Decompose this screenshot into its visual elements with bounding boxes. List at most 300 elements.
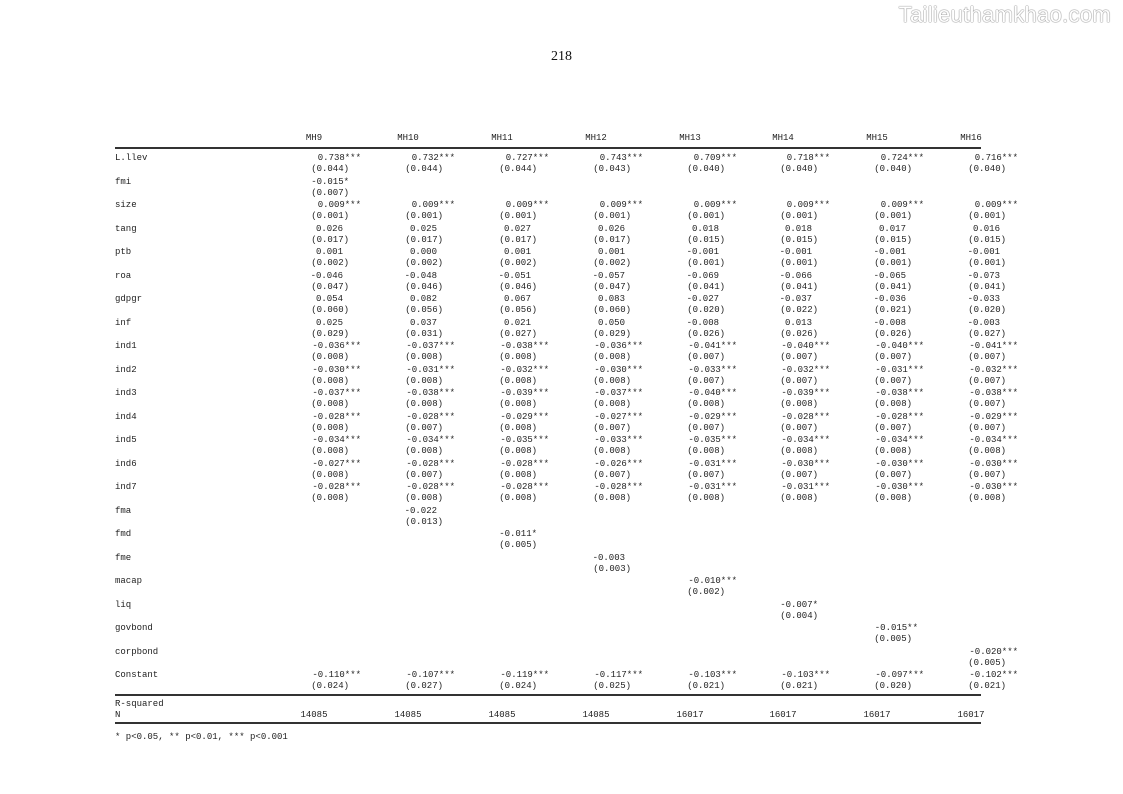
n-value: 16017 bbox=[863, 709, 891, 720]
coefficient: -0.020*** bbox=[969, 646, 1018, 657]
coefficient: -0.036 bbox=[873, 294, 906, 304]
coefficient: -0.028*** bbox=[500, 458, 549, 469]
coefficient: -0.028*** bbox=[406, 411, 455, 422]
standard-error: (0.008) bbox=[968, 493, 1006, 503]
coefficient: -0.032*** bbox=[969, 364, 1018, 375]
coefficient: 0.738*** bbox=[317, 153, 361, 163]
standard-error: (0.008) bbox=[405, 493, 443, 503]
standard-error: (0.040) bbox=[968, 164, 1006, 174]
standard-error: (0.008) bbox=[311, 352, 349, 362]
standard-error: (0.001) bbox=[968, 211, 1006, 221]
page-number: 218 bbox=[551, 49, 572, 64]
coefficient: -0.033*** bbox=[688, 364, 737, 375]
coefficient: 0.009*** bbox=[599, 200, 643, 210]
coefficient: -0.007* bbox=[780, 599, 818, 610]
standard-error: (0.007) bbox=[593, 469, 631, 480]
standard-error: (0.001) bbox=[874, 211, 912, 221]
standard-error: (0.017) bbox=[499, 234, 537, 245]
standard-error: (0.020) bbox=[874, 681, 912, 691]
coefficient: -0.034*** bbox=[781, 435, 830, 445]
row-label: ptb bbox=[115, 247, 132, 257]
standard-error: (0.008) bbox=[499, 375, 537, 386]
standard-error: (0.027) bbox=[499, 328, 537, 339]
coefficient: -0.119*** bbox=[500, 670, 549, 680]
standard-error: (0.008) bbox=[968, 446, 1006, 456]
table-row bbox=[115, 247, 1006, 271]
standard-error: (0.008) bbox=[780, 399, 818, 409]
standard-error: (0.043) bbox=[593, 164, 631, 174]
standard-error: (0.056) bbox=[405, 305, 443, 315]
coefficient: -0.001 bbox=[686, 247, 719, 257]
coefficient: -0.038*** bbox=[406, 388, 455, 398]
coefficient: -0.030*** bbox=[969, 482, 1018, 492]
coefficient: -0.039*** bbox=[500, 388, 549, 398]
coefficient: 0.718*** bbox=[786, 153, 830, 163]
coefficient: -0.011* bbox=[499, 529, 537, 539]
standard-error: (0.007) bbox=[405, 469, 443, 480]
coefficient: -0.030*** bbox=[312, 364, 361, 375]
standard-error: (0.008) bbox=[405, 399, 443, 409]
coefficient: 0.082 bbox=[409, 294, 437, 304]
row-label: inf bbox=[115, 317, 132, 328]
coefficient: -0.003 bbox=[592, 552, 625, 563]
standard-error: (0.001) bbox=[593, 211, 631, 221]
n-value: 16017 bbox=[769, 709, 797, 720]
standard-error: (0.008) bbox=[687, 493, 725, 503]
coefficient: 0.001 bbox=[315, 247, 343, 257]
standard-error: (0.007) bbox=[968, 399, 1006, 409]
coefficient: -0.057 bbox=[592, 270, 625, 281]
standard-error: (0.005) bbox=[499, 540, 537, 550]
row-label: ind6 bbox=[115, 458, 137, 469]
standard-error: (0.015) bbox=[874, 234, 912, 245]
coefficient: 0.727*** bbox=[505, 153, 549, 163]
standard-error: (0.005) bbox=[874, 634, 912, 644]
standard-error: (0.008) bbox=[874, 399, 912, 409]
coefficient: 0.009*** bbox=[505, 200, 549, 210]
row-label: Constant bbox=[115, 670, 159, 680]
coefficient: 0.732*** bbox=[411, 153, 455, 163]
coefficient: -0.097*** bbox=[875, 670, 924, 680]
n-label: N bbox=[115, 709, 121, 720]
coefficient: -0.041*** bbox=[969, 341, 1018, 351]
standard-error: (0.017) bbox=[593, 234, 631, 245]
coefficient: -0.035*** bbox=[688, 435, 737, 445]
coefficient: -0.107*** bbox=[406, 670, 455, 680]
standard-error: (0.021) bbox=[874, 305, 912, 315]
row-label: L.llev bbox=[115, 153, 148, 163]
table-row bbox=[115, 153, 1018, 177]
regression-table bbox=[115, 131, 1018, 742]
standard-error: (0.013) bbox=[405, 516, 443, 527]
coefficient: -0.051 bbox=[498, 270, 531, 281]
standard-error: (0.044) bbox=[311, 164, 349, 174]
standard-error: (0.025) bbox=[593, 681, 631, 691]
standard-error: (0.007) bbox=[968, 422, 1006, 433]
standard-error: (0.060) bbox=[311, 305, 349, 315]
standard-error: (0.007) bbox=[687, 375, 725, 386]
table-row bbox=[115, 646, 1018, 671]
footer-rule bbox=[115, 722, 981, 724]
column-header: MH15 bbox=[866, 133, 888, 143]
standard-error: (0.047) bbox=[593, 281, 631, 292]
coefficient: 0.009*** bbox=[786, 200, 830, 210]
standard-error: (0.008) bbox=[311, 446, 349, 456]
coefficient: 0.009*** bbox=[317, 200, 361, 210]
coefficient: 0.016 bbox=[972, 223, 1000, 234]
coefficient: -0.037 bbox=[779, 294, 812, 304]
coefficient: 0.067 bbox=[503, 294, 531, 304]
standard-error: (0.041) bbox=[687, 281, 725, 292]
table-header-row bbox=[115, 131, 981, 147]
table-row bbox=[115, 317, 1006, 342]
coefficient: -0.046 bbox=[310, 270, 343, 281]
standard-error: (0.040) bbox=[687, 164, 725, 174]
coefficient: 0.017 bbox=[878, 223, 906, 234]
coefficient: -0.015** bbox=[874, 623, 918, 633]
coefficient: 0.001 bbox=[503, 247, 531, 257]
coefficient: -0.003 bbox=[967, 317, 1000, 328]
coefficient: -0.110*** bbox=[312, 670, 361, 680]
coefficient: -0.069 bbox=[686, 270, 719, 281]
standard-error: (0.026) bbox=[687, 328, 725, 339]
standard-error: (0.007) bbox=[687, 352, 725, 362]
standard-error: (0.001) bbox=[311, 211, 349, 221]
row-label: corpbond bbox=[115, 646, 159, 657]
watermark-logo: Tailieuthamkhao.com bbox=[898, 2, 1111, 27]
standard-error: (0.021) bbox=[687, 681, 725, 691]
row-label: ind4 bbox=[115, 411, 137, 422]
standard-error: (0.001) bbox=[405, 211, 443, 221]
table-row bbox=[115, 576, 981, 600]
coefficient: -0.031*** bbox=[688, 458, 737, 469]
coefficient: -0.029*** bbox=[500, 411, 549, 422]
standard-error: (0.007) bbox=[968, 352, 1006, 362]
coefficient: 0.026 bbox=[597, 223, 625, 234]
coefficient: 0.018 bbox=[691, 223, 719, 234]
row-label: ind7 bbox=[115, 482, 137, 492]
n-value: 14085 bbox=[300, 709, 328, 720]
coefficient: 0.709*** bbox=[693, 153, 737, 163]
standard-error: (0.007) bbox=[687, 469, 725, 480]
table-footer bbox=[115, 696, 985, 722]
coefficient: -0.030*** bbox=[875, 482, 924, 492]
standard-error: (0.026) bbox=[874, 328, 912, 339]
coefficient: -0.031*** bbox=[781, 482, 830, 492]
standard-error: (0.008) bbox=[780, 446, 818, 456]
standard-error: (0.002) bbox=[687, 587, 725, 597]
table-row bbox=[115, 600, 981, 624]
coefficient: -0.036*** bbox=[312, 341, 361, 351]
standard-error: (0.008) bbox=[593, 446, 631, 456]
coefficient: -0.022 bbox=[404, 505, 437, 516]
standard-error: (0.008) bbox=[499, 422, 537, 433]
coefficient: 0.009*** bbox=[411, 200, 455, 210]
table-row bbox=[115, 506, 981, 530]
standard-error: (0.041) bbox=[874, 281, 912, 292]
row-label: roa bbox=[115, 270, 132, 281]
standard-error: (0.024) bbox=[499, 681, 537, 691]
coefficient: -0.039*** bbox=[781, 388, 830, 398]
table-row bbox=[115, 364, 1018, 389]
row-label: fma bbox=[115, 505, 132, 516]
coefficient: -0.033 bbox=[967, 294, 1000, 304]
standard-error: (0.008) bbox=[311, 375, 349, 386]
coefficient: 0.001 bbox=[597, 247, 625, 257]
coefficient: -0.015* bbox=[311, 176, 349, 187]
standard-error: (0.005) bbox=[968, 657, 1006, 668]
table-row bbox=[115, 435, 1018, 459]
coefficient: -0.040*** bbox=[875, 341, 924, 351]
standard-error: (0.008) bbox=[687, 399, 725, 409]
table-row bbox=[115, 388, 1018, 412]
standard-error: (0.001) bbox=[874, 258, 912, 268]
table-row bbox=[115, 341, 1018, 365]
coefficient: -0.028*** bbox=[500, 482, 549, 492]
row-label: ind2 bbox=[115, 364, 137, 375]
coefficient: 0.009*** bbox=[974, 200, 1018, 210]
coefficient: -0.027*** bbox=[594, 411, 643, 422]
coefficient: 0.021 bbox=[503, 317, 531, 328]
row-label: tang bbox=[115, 223, 137, 234]
coefficient: -0.034*** bbox=[969, 435, 1018, 445]
standard-error: (0.017) bbox=[311, 234, 349, 245]
standard-error: (0.007) bbox=[968, 469, 1006, 480]
table-body bbox=[115, 149, 1018, 694]
standard-error: (0.029) bbox=[311, 328, 349, 339]
coefficient: -0.029*** bbox=[969, 411, 1018, 422]
column-header: MH12 bbox=[585, 133, 607, 143]
standard-error: (0.008) bbox=[499, 446, 537, 456]
standard-error: (0.007) bbox=[874, 469, 912, 480]
coefficient: -0.033*** bbox=[594, 435, 643, 445]
standard-error: (0.007) bbox=[780, 422, 818, 433]
column-header: MH9 bbox=[305, 133, 323, 143]
standard-error: (0.029) bbox=[593, 328, 631, 339]
column-header: MH10 bbox=[397, 133, 419, 143]
coefficient: 0.037 bbox=[409, 317, 437, 328]
coefficient: -0.066 bbox=[779, 270, 812, 281]
coefficient: 0.050 bbox=[597, 317, 625, 328]
coefficient: -0.027 bbox=[686, 294, 719, 304]
coefficient: -0.037*** bbox=[594, 388, 643, 398]
standard-error: (0.007) bbox=[687, 422, 725, 433]
standard-error: (0.008) bbox=[311, 422, 349, 433]
coefficient: 0.025 bbox=[315, 317, 343, 328]
standard-error: (0.001) bbox=[968, 258, 1006, 268]
standard-error: (0.007) bbox=[780, 469, 818, 480]
n-value: 14085 bbox=[394, 709, 422, 720]
coefficient: -0.028*** bbox=[406, 458, 455, 469]
standard-error: (0.027) bbox=[968, 328, 1006, 339]
coefficient: -0.036*** bbox=[594, 341, 643, 351]
standard-error: (0.040) bbox=[780, 164, 818, 174]
coefficient: 0.724*** bbox=[880, 153, 924, 163]
standard-error: (0.015) bbox=[687, 234, 725, 245]
row-label: fmd bbox=[115, 529, 132, 539]
coefficient: -0.065 bbox=[873, 270, 906, 281]
coefficient: -0.027*** bbox=[312, 458, 361, 469]
standard-error: (0.008) bbox=[405, 352, 443, 362]
coefficient: 0.054 bbox=[315, 294, 343, 304]
table-row bbox=[115, 223, 1006, 248]
standard-error: (0.002) bbox=[405, 258, 443, 268]
standard-error: (0.001) bbox=[687, 211, 725, 221]
standard-error: (0.008) bbox=[405, 446, 443, 456]
coefficient: -0.028*** bbox=[312, 411, 361, 422]
row-label: ind3 bbox=[115, 388, 137, 398]
coefficient: -0.001 bbox=[873, 247, 906, 257]
coefficient: -0.030*** bbox=[875, 458, 924, 469]
standard-error: (0.008) bbox=[499, 493, 537, 503]
significance-note: * p<0.05, ** p<0.01, *** p<0.001 bbox=[115, 731, 288, 742]
standard-error: (0.008) bbox=[593, 375, 631, 386]
coefficient: 0.009*** bbox=[880, 200, 924, 210]
standard-error: (0.001) bbox=[687, 258, 725, 268]
coefficient: -0.031*** bbox=[875, 364, 924, 375]
coefficient: -0.028*** bbox=[875, 411, 924, 422]
coefficient: -0.040*** bbox=[688, 388, 737, 398]
standard-error: (0.007) bbox=[874, 375, 912, 386]
n-value: 16017 bbox=[957, 709, 985, 720]
standard-error: (0.001) bbox=[499, 211, 537, 221]
table-row bbox=[115, 670, 1018, 694]
coefficient: 0.018 bbox=[784, 223, 812, 234]
table-row bbox=[115, 411, 1018, 436]
coefficient: 0.027 bbox=[503, 223, 531, 234]
coefficient: 0.743*** bbox=[599, 153, 643, 163]
standard-error: (0.017) bbox=[405, 234, 443, 245]
standard-error: (0.046) bbox=[499, 281, 537, 292]
coefficient: -0.028*** bbox=[406, 482, 455, 492]
column-header: MH16 bbox=[960, 133, 982, 143]
coefficient: -0.037*** bbox=[312, 388, 361, 398]
coefficient: -0.034*** bbox=[406, 435, 455, 445]
standard-error: (0.008) bbox=[499, 469, 537, 480]
coefficient: -0.028*** bbox=[312, 482, 361, 492]
standard-error: (0.008) bbox=[499, 352, 537, 362]
r-squared-label: R-squared bbox=[115, 698, 164, 709]
standard-error: (0.008) bbox=[780, 493, 818, 503]
coefficient: -0.038*** bbox=[969, 388, 1018, 398]
row-label: govbond bbox=[115, 623, 153, 633]
standard-error: (0.008) bbox=[499, 399, 537, 409]
row-label: ind1 bbox=[115, 341, 137, 351]
standard-error: (0.007) bbox=[593, 422, 631, 433]
standard-error: (0.008) bbox=[687, 446, 725, 456]
table-row bbox=[115, 200, 1018, 224]
coefficient: 0.083 bbox=[597, 294, 625, 304]
n-value: 16017 bbox=[676, 709, 704, 720]
table-row bbox=[115, 482, 1018, 506]
standard-error: (0.027) bbox=[405, 681, 443, 691]
coefficient: -0.041*** bbox=[688, 341, 737, 351]
table-row bbox=[115, 529, 981, 553]
standard-error: (0.022) bbox=[780, 305, 818, 315]
coefficient: -0.030*** bbox=[594, 364, 643, 375]
standard-error: (0.007) bbox=[311, 187, 349, 198]
coefficient: 0.716*** bbox=[974, 153, 1018, 163]
row-label: ind5 bbox=[115, 435, 137, 445]
coefficient: 0.026 bbox=[315, 223, 343, 234]
coefficient: -0.028*** bbox=[594, 482, 643, 492]
table-row bbox=[115, 458, 1018, 483]
coefficient: 0.009*** bbox=[693, 200, 737, 210]
column-header: MH13 bbox=[679, 133, 701, 143]
standard-error: (0.008) bbox=[311, 493, 349, 503]
standard-error: (0.056) bbox=[499, 305, 537, 315]
table-row bbox=[115, 294, 1006, 318]
standard-error: (0.003) bbox=[593, 563, 631, 574]
coefficient: -0.032*** bbox=[500, 364, 549, 375]
standard-error: (0.007) bbox=[405, 422, 443, 433]
standard-error: (0.008) bbox=[593, 399, 631, 409]
standard-error: (0.041) bbox=[780, 281, 818, 292]
standard-error: (0.046) bbox=[405, 281, 443, 292]
standard-error: (0.007) bbox=[874, 352, 912, 362]
row-label: size bbox=[115, 200, 137, 210]
row-label: fme bbox=[115, 552, 132, 563]
coefficient: -0.028*** bbox=[781, 411, 830, 422]
standard-error: (0.008) bbox=[405, 375, 443, 386]
standard-error: (0.020) bbox=[687, 305, 725, 315]
standard-error: (0.031) bbox=[405, 328, 443, 339]
standard-error: (0.001) bbox=[780, 258, 818, 268]
coefficient: -0.026*** bbox=[594, 458, 643, 469]
standard-error: (0.060) bbox=[593, 305, 631, 315]
coefficient: -0.030*** bbox=[969, 458, 1018, 469]
n-value: 14085 bbox=[582, 709, 610, 720]
standard-error: (0.021) bbox=[968, 681, 1006, 691]
coefficient: -0.102*** bbox=[969, 670, 1018, 680]
standard-error: (0.044) bbox=[405, 164, 443, 174]
standard-error: (0.008) bbox=[311, 469, 349, 480]
row-label: gdpgr bbox=[115, 294, 143, 304]
standard-error: (0.008) bbox=[593, 352, 631, 362]
coefficient: -0.073 bbox=[967, 270, 1000, 281]
standard-error: (0.024) bbox=[311, 681, 349, 691]
coefficient: -0.010*** bbox=[688, 576, 737, 586]
standard-error: (0.015) bbox=[968, 234, 1006, 245]
coefficient: -0.031*** bbox=[688, 482, 737, 492]
standard-error: (0.001) bbox=[780, 211, 818, 221]
standard-error: (0.004) bbox=[780, 610, 818, 621]
standard-error: (0.002) bbox=[593, 258, 631, 268]
standard-error: (0.007) bbox=[874, 422, 912, 433]
table-row bbox=[115, 270, 1006, 295]
coefficient: -0.008 bbox=[873, 317, 906, 328]
coefficient: 0.013 bbox=[784, 317, 812, 328]
standard-error: (0.007) bbox=[968, 375, 1006, 386]
coefficient: -0.035*** bbox=[500, 435, 549, 445]
coefficient: 0.000 bbox=[409, 247, 437, 257]
coefficient: -0.034*** bbox=[312, 435, 361, 445]
standard-error: (0.044) bbox=[499, 164, 537, 174]
coefficient: -0.032*** bbox=[781, 364, 830, 375]
standard-error: (0.008) bbox=[593, 493, 631, 503]
standard-error: (0.020) bbox=[968, 305, 1006, 315]
coefficient: -0.048 bbox=[404, 270, 437, 281]
standard-error: (0.002) bbox=[311, 258, 349, 268]
standard-error: (0.008) bbox=[874, 446, 912, 456]
standard-error: (0.021) bbox=[780, 681, 818, 691]
row-label: macap bbox=[115, 576, 143, 586]
column-header: MH11 bbox=[491, 133, 513, 143]
coefficient: -0.038*** bbox=[500, 341, 549, 351]
standard-error: (0.007) bbox=[780, 352, 818, 362]
coefficient: -0.030*** bbox=[781, 458, 830, 469]
table-row bbox=[115, 553, 981, 577]
